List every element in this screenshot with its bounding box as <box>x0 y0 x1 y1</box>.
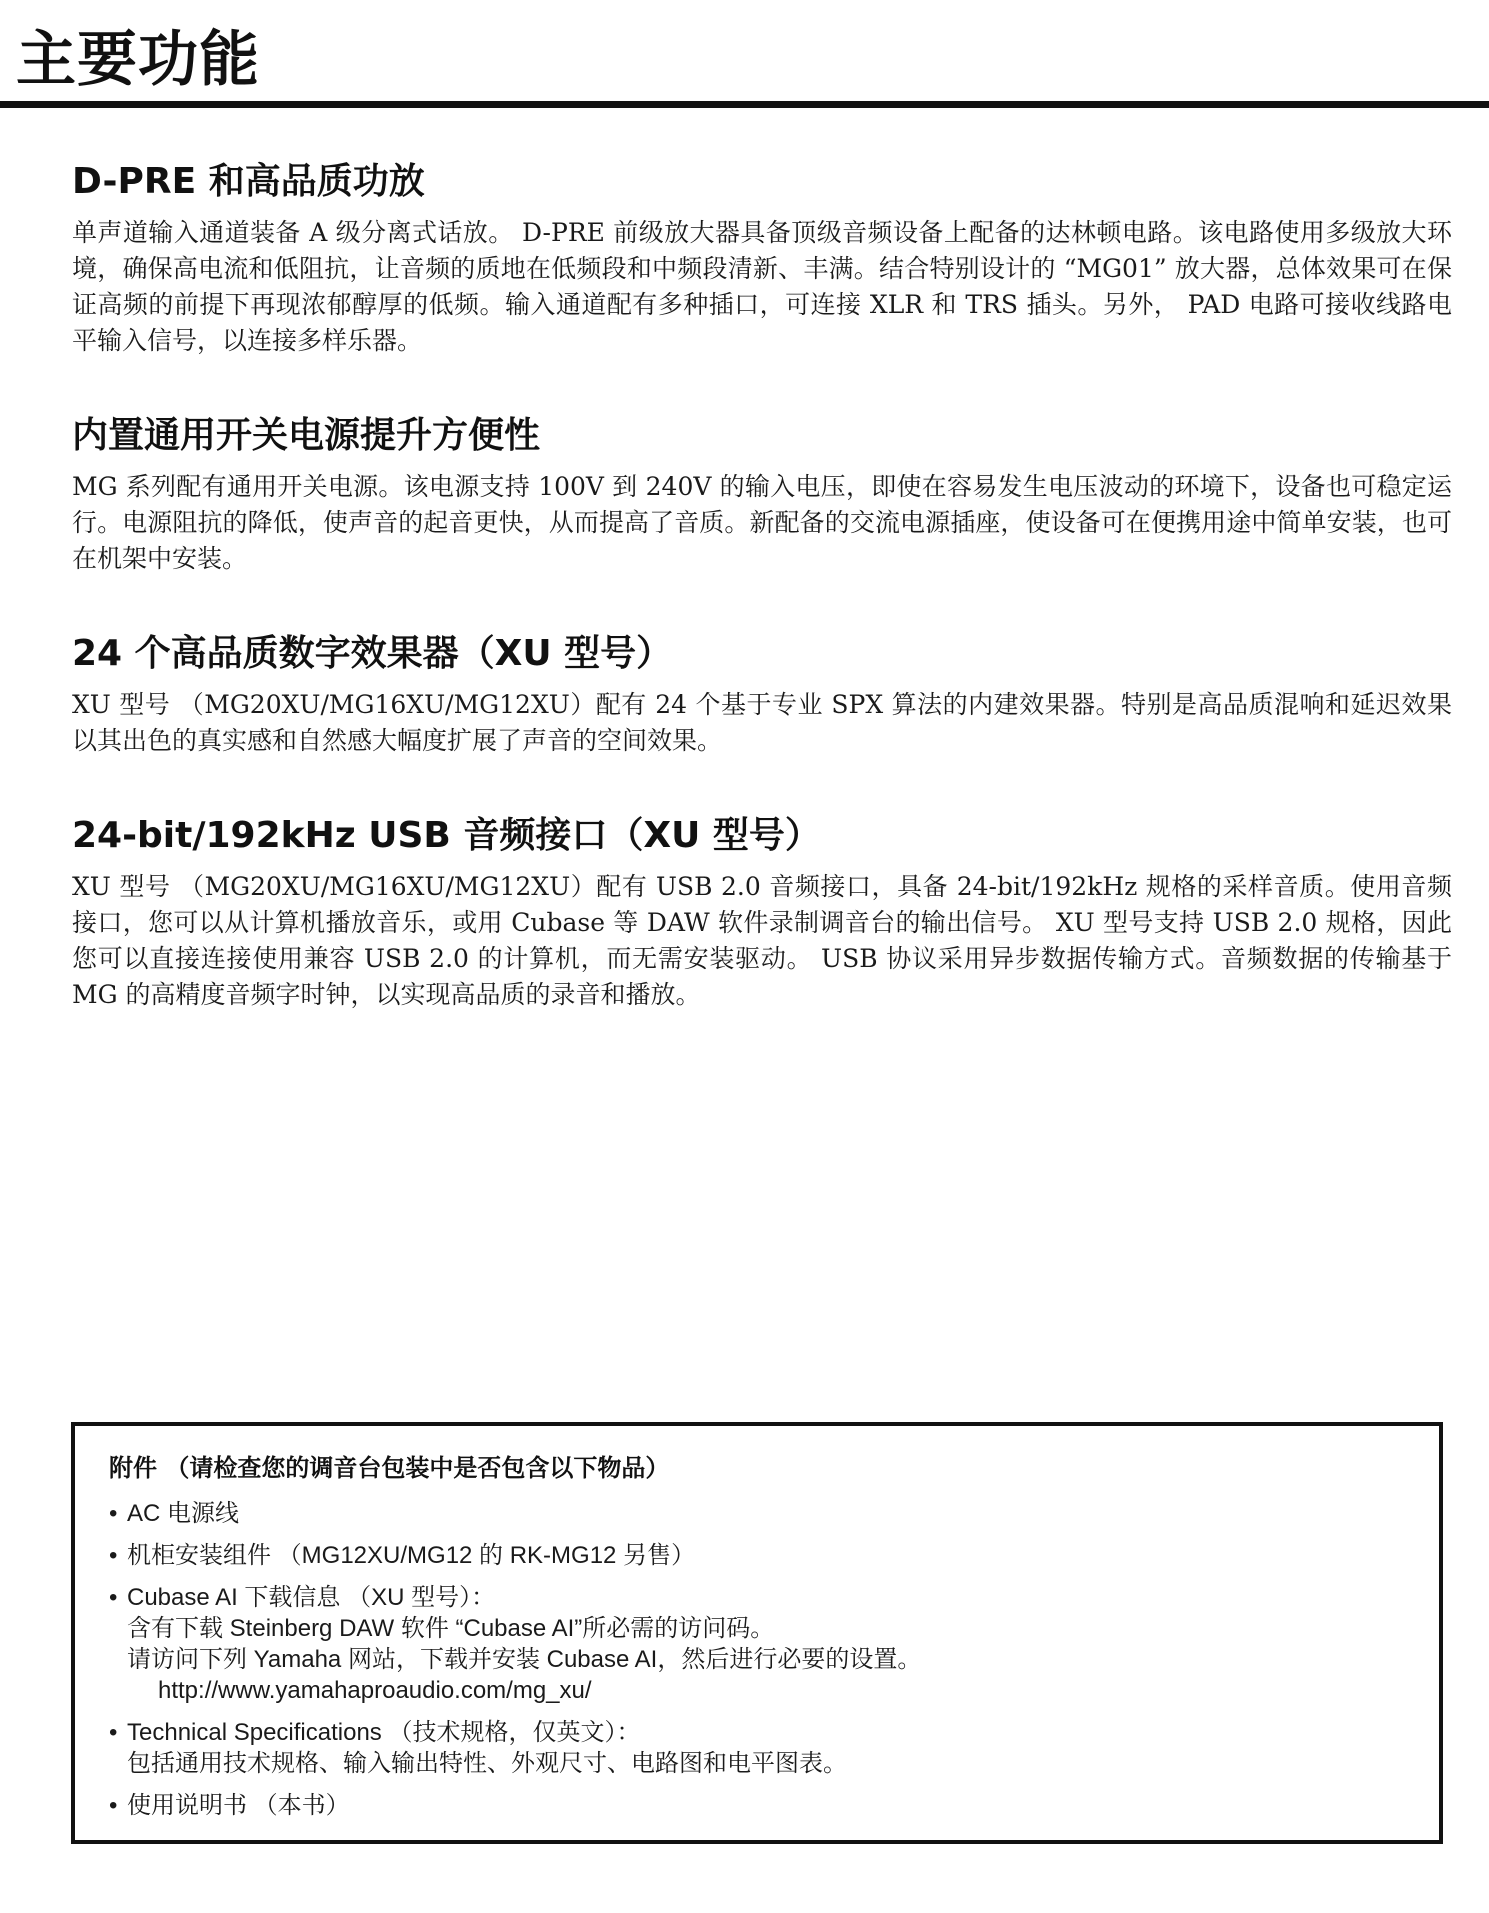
accessory-detail: 包括通用技术规格、输入输出特性、外观尺寸、电路图和电平图表。 <box>127 1750 847 1777</box>
accessory-text: 机柜安装组件 （MG12XU/MG12 的 RK-MG12 另售） <box>127 1542 696 1569</box>
bullet: • <box>109 1719 118 1746</box>
section-body: XU 型号 （MG20XU/MG16XU/MG12XU）配有 24 个基于专业 SPX 算法的内建效果器。特别是高品质混响和延迟效果以其出色的真实感和自然感大幅度扩展了声音的空间效果。 <box>72 690 1452 755</box>
accessories-title: 附件 （请检查您的调音台包装中是否包含以下物品） <box>109 1454 670 1482</box>
feature-section-effects <box>72 627 1452 759</box>
accessories-list <box>109 1498 1405 1821</box>
feature-section-usb-audio <box>72 809 1452 1013</box>
accessory-item-ac-cord <box>109 1498 1405 1529</box>
section-heading: D-PRE 和高品质功放 <box>72 161 425 202</box>
bullet: • <box>109 1792 118 1819</box>
accessory-item-cubase-ai <box>109 1582 1405 1706</box>
section-heading: 24-bit/192kHz USB 音频接口（XU 型号） <box>72 815 821 856</box>
accessory-text: Technical Specifications （技术规格，仅英文）： <box>127 1719 641 1746</box>
accessory-item-tech-specs <box>109 1717 1405 1779</box>
accessory-item-owners-manual <box>109 1790 1405 1821</box>
accessory-text: AC 电源线 <box>127 1500 240 1527</box>
feature-sections <box>72 155 1452 1063</box>
section-body: MG 系列配有通用开关电源。该电源支持 100V 到 240V 的输入电压，即使在容易发生电压波动的环境下，设备也可稳定运行。电源阻抗的降低，使声音的起音更快，从而提高了音质。新配备的交流电源插座，使设备可在便携用途中简单安装，也可在机架中安装。 <box>72 472 1452 573</box>
section-body: 单声道输入通道装备 A 级分离式话放。 D-PRE 前级放大器具备顶级音频设备上配备的达林顿电路。该电路使用多级放大环境，确保高电流和低阻抗，让音频的质地在低频段和中频段清新、丰满。结合特别设计的 “MG01” 放大器，总体效果可在保证高频的前提下再现浓郁醇厚的低频。输入通道配有多种插口，可连接 XLR 和 TRS 插头。另外， PAD 电路可接收线路电平输入信号，以连接多样乐器。 <box>72 218 1452 355</box>
accessory-text: 使用说明书 （本书） <box>127 1792 350 1819</box>
download-url-link[interactable]: http://www.yamahaproaudio.com/mg_xu/ <box>158 1677 592 1704</box>
accessory-detail: 含有下载 Steinberg DAW 软件 “Cubase AI”所必需的访问码。 <box>127 1615 775 1642</box>
accessories-box <box>71 1422 1443 1844</box>
accessory-detail: 请访问下列 Yamaha 网站，下载并安装 Cubase AI，然后进行必要的设置。 <box>127 1646 922 1673</box>
bullet: • <box>109 1500 118 1527</box>
accessory-text: Cubase AI 下载信息 （XU 型号）： <box>127 1584 496 1611</box>
page-title: 主要功能 <box>16 25 260 95</box>
section-heading: 24 个高品质数字效果器（XU 型号） <box>72 633 673 674</box>
section-body: XU 型号 （MG20XU/MG16XU/MG12XU）配有 USB 2.0 音频接口，具备 24-bit/192kHz 规格的采样音质。使用音频接口，您可以从计算机播放音乐，或用 Cubase 等 DAW 软件录制调音台的输出信号。 XU 型号支持 USB 2.0 规格，因此您可以直接连接使用兼容 USB 2.0 的计算机，而无需安装驱动。 USB 协议采用异步数据传输方式。音频数据的传输基于 MG 的高精度音频字时钟，以实现高品质的录音和播放。 <box>72 872 1452 1009</box>
feature-section-power-supply <box>72 409 1452 577</box>
feature-section-dpre <box>72 155 1452 359</box>
title-divider <box>0 101 1489 108</box>
bullet: • <box>109 1584 118 1611</box>
bullet: • <box>109 1542 118 1569</box>
accessory-item-rack-kit <box>109 1540 1405 1571</box>
section-heading: 内置通用开关电源提升方便性 <box>72 415 541 456</box>
